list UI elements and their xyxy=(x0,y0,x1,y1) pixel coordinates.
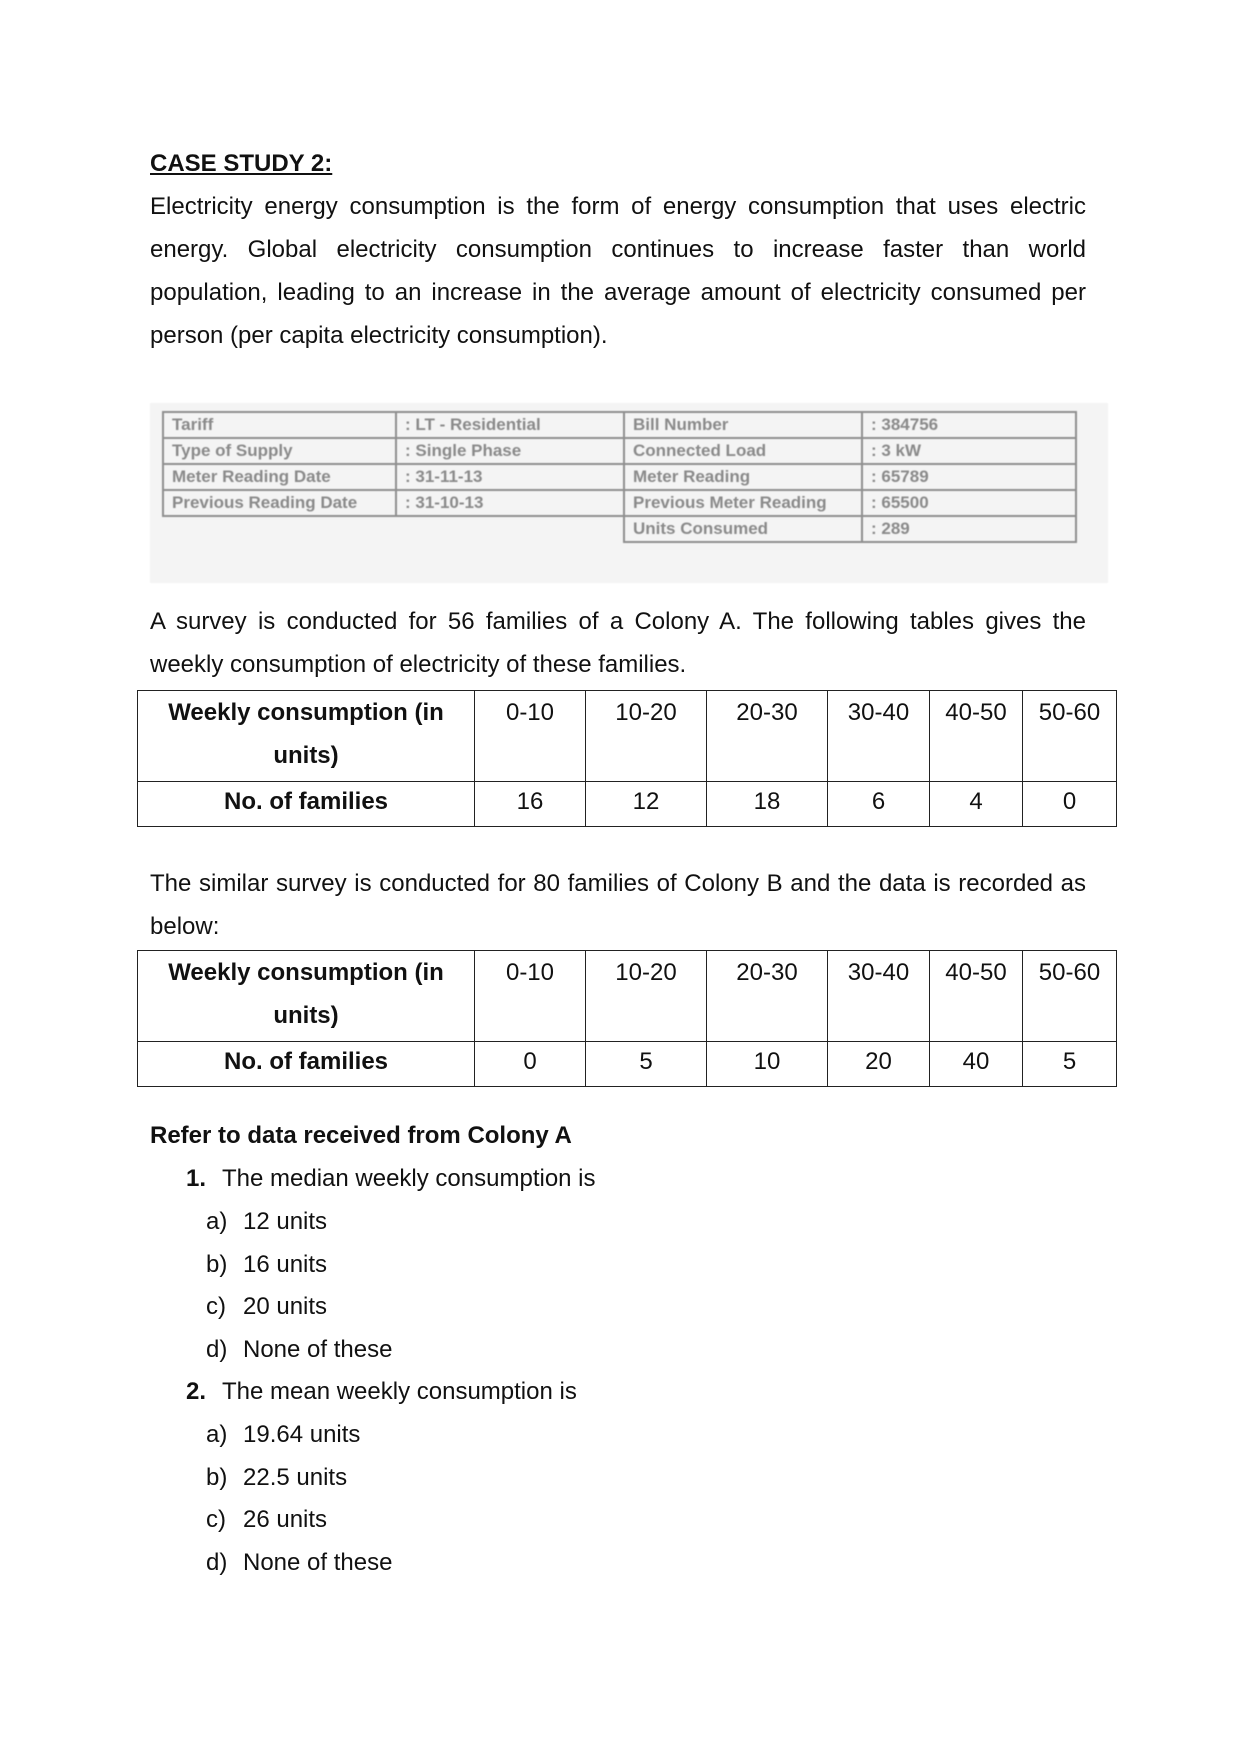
table-cell: 5 xyxy=(1023,1042,1117,1087)
option-text: None of these xyxy=(243,1336,393,1363)
table-interval: 0-10 xyxy=(475,951,586,1042)
table-cell: 12 xyxy=(586,782,707,827)
table-cell: 10 xyxy=(707,1042,828,1087)
table-interval: 30-40 xyxy=(828,951,930,1042)
question-text: The median weekly consumption is xyxy=(222,1165,596,1192)
bill-row xyxy=(163,412,1076,438)
table-cell: 40 xyxy=(930,1042,1023,1087)
bill-label: Connected Load xyxy=(624,438,862,464)
bill-row xyxy=(163,490,1076,516)
option-letter: d) xyxy=(206,1549,228,1576)
intro-paragraph: Electricity energy consumption is the form of energy consumption that uses electric energy. Global electricity consumption continues to increase faster than world population, leading to an increase in the average amount of electricity consumed per person (per capita electricity consumption). xyxy=(150,193,1086,349)
table-interval: 10-20 xyxy=(586,691,707,782)
table-interval: 40-50 xyxy=(930,951,1023,1042)
bill-empty-cell xyxy=(163,516,396,542)
question-text: The mean weekly consumption is xyxy=(222,1378,577,1405)
option-letter: b) xyxy=(206,1464,228,1491)
bill-label: Tariff xyxy=(163,412,396,438)
bill-value: : 31-11-13 xyxy=(396,464,624,490)
table-cell: 0 xyxy=(475,1042,586,1087)
bill-value: : 289 xyxy=(862,516,1076,542)
table-interval: 40-50 xyxy=(930,691,1023,782)
bill-value: : 65500 xyxy=(862,490,1076,516)
option-letter: b) xyxy=(206,1251,228,1278)
table-row xyxy=(138,691,1117,782)
option-text: None of these xyxy=(243,1549,393,1576)
question-number: 2. xyxy=(186,1378,207,1405)
bill-table xyxy=(162,411,1077,543)
table-row xyxy=(138,1042,1117,1087)
option-text: 26 units xyxy=(243,1506,328,1533)
table-row xyxy=(138,951,1117,1042)
table-interval: 10-20 xyxy=(586,951,707,1042)
survey-a-paragraph: A survey is conducted for 56 families of a Colony A. The following tables gives the weekly consumption of electricity of these families. xyxy=(150,608,1086,678)
table-cell: 4 xyxy=(930,782,1023,827)
electricity-bill-image xyxy=(150,403,1108,583)
table-row xyxy=(138,782,1117,827)
bill-row xyxy=(163,464,1076,490)
table-interval: 50-60 xyxy=(1023,951,1117,1042)
option-letter: a) xyxy=(206,1208,228,1235)
question xyxy=(186,1165,596,1193)
table-cell: 6 xyxy=(828,782,930,827)
colony-a-table xyxy=(137,690,1117,827)
answer-option xyxy=(206,1208,327,1236)
answer-option xyxy=(206,1549,392,1577)
table-interval: 50-60 xyxy=(1023,691,1117,782)
option-text: 19.64 units xyxy=(243,1421,361,1448)
bill-value: : 65789 xyxy=(862,464,1076,490)
bill-label: Bill Number xyxy=(624,412,862,438)
survey-b-paragraph: The similar survey is conducted for 80 families of Colony B and the data is recorded as below: xyxy=(150,870,1086,940)
table-cell: 16 xyxy=(475,782,586,827)
colony-b-table xyxy=(137,950,1117,1087)
question-number: 1. xyxy=(186,1165,207,1192)
option-text: 16 units xyxy=(243,1251,328,1278)
answer-option xyxy=(206,1336,392,1364)
table-header-label: Weekly consumption (in units) xyxy=(138,951,475,1042)
answer-option xyxy=(206,1251,327,1279)
option-text: 20 units xyxy=(243,1293,328,1320)
answer-option xyxy=(206,1464,347,1492)
option-text: 22.5 units xyxy=(243,1464,348,1491)
option-text: 12 units xyxy=(243,1208,328,1235)
bill-value: : LT - Residential xyxy=(396,412,624,438)
option-letter: d) xyxy=(206,1336,228,1363)
bill-label: Meter Reading Date xyxy=(163,464,396,490)
bill-label: Previous Meter Reading xyxy=(624,490,862,516)
answer-option xyxy=(206,1506,327,1534)
case-study-title: CASE STUDY 2: xyxy=(150,150,333,177)
table-cell: 5 xyxy=(586,1042,707,1087)
bill-value: : 384756 xyxy=(862,412,1076,438)
answer-option xyxy=(206,1421,360,1449)
bill-value: : 3 kW xyxy=(862,438,1076,464)
table-cell: 0 xyxy=(1023,782,1117,827)
bill-value: : 31-10-13 xyxy=(396,490,624,516)
table-interval: 20-30 xyxy=(707,951,828,1042)
option-letter: c) xyxy=(206,1506,226,1533)
table-interval: 0-10 xyxy=(475,691,586,782)
option-letter: c) xyxy=(206,1293,226,1320)
question xyxy=(186,1378,577,1406)
option-letter: a) xyxy=(206,1421,228,1448)
bill-empty-cell xyxy=(396,516,624,542)
table-row-label: No. of families xyxy=(138,1042,475,1087)
answer-option xyxy=(206,1293,327,1321)
table-cell: 18 xyxy=(707,782,828,827)
table-cell: 20 xyxy=(828,1042,930,1087)
bill-row xyxy=(163,438,1076,464)
bill-value: : Single Phase xyxy=(396,438,624,464)
refer-heading: Refer to data received from Colony A xyxy=(150,1122,572,1149)
bill-label: Meter Reading xyxy=(624,464,862,490)
bill-label: Type of Supply xyxy=(163,438,396,464)
bill-label: Previous Reading Date xyxy=(163,490,396,516)
bill-row xyxy=(163,516,1076,542)
table-interval: 20-30 xyxy=(707,691,828,782)
table-interval: 30-40 xyxy=(828,691,930,782)
table-header-label: Weekly consumption (in units) xyxy=(138,691,475,782)
table-row-label: No. of families xyxy=(138,782,475,827)
bill-label: Units Consumed xyxy=(624,516,862,542)
